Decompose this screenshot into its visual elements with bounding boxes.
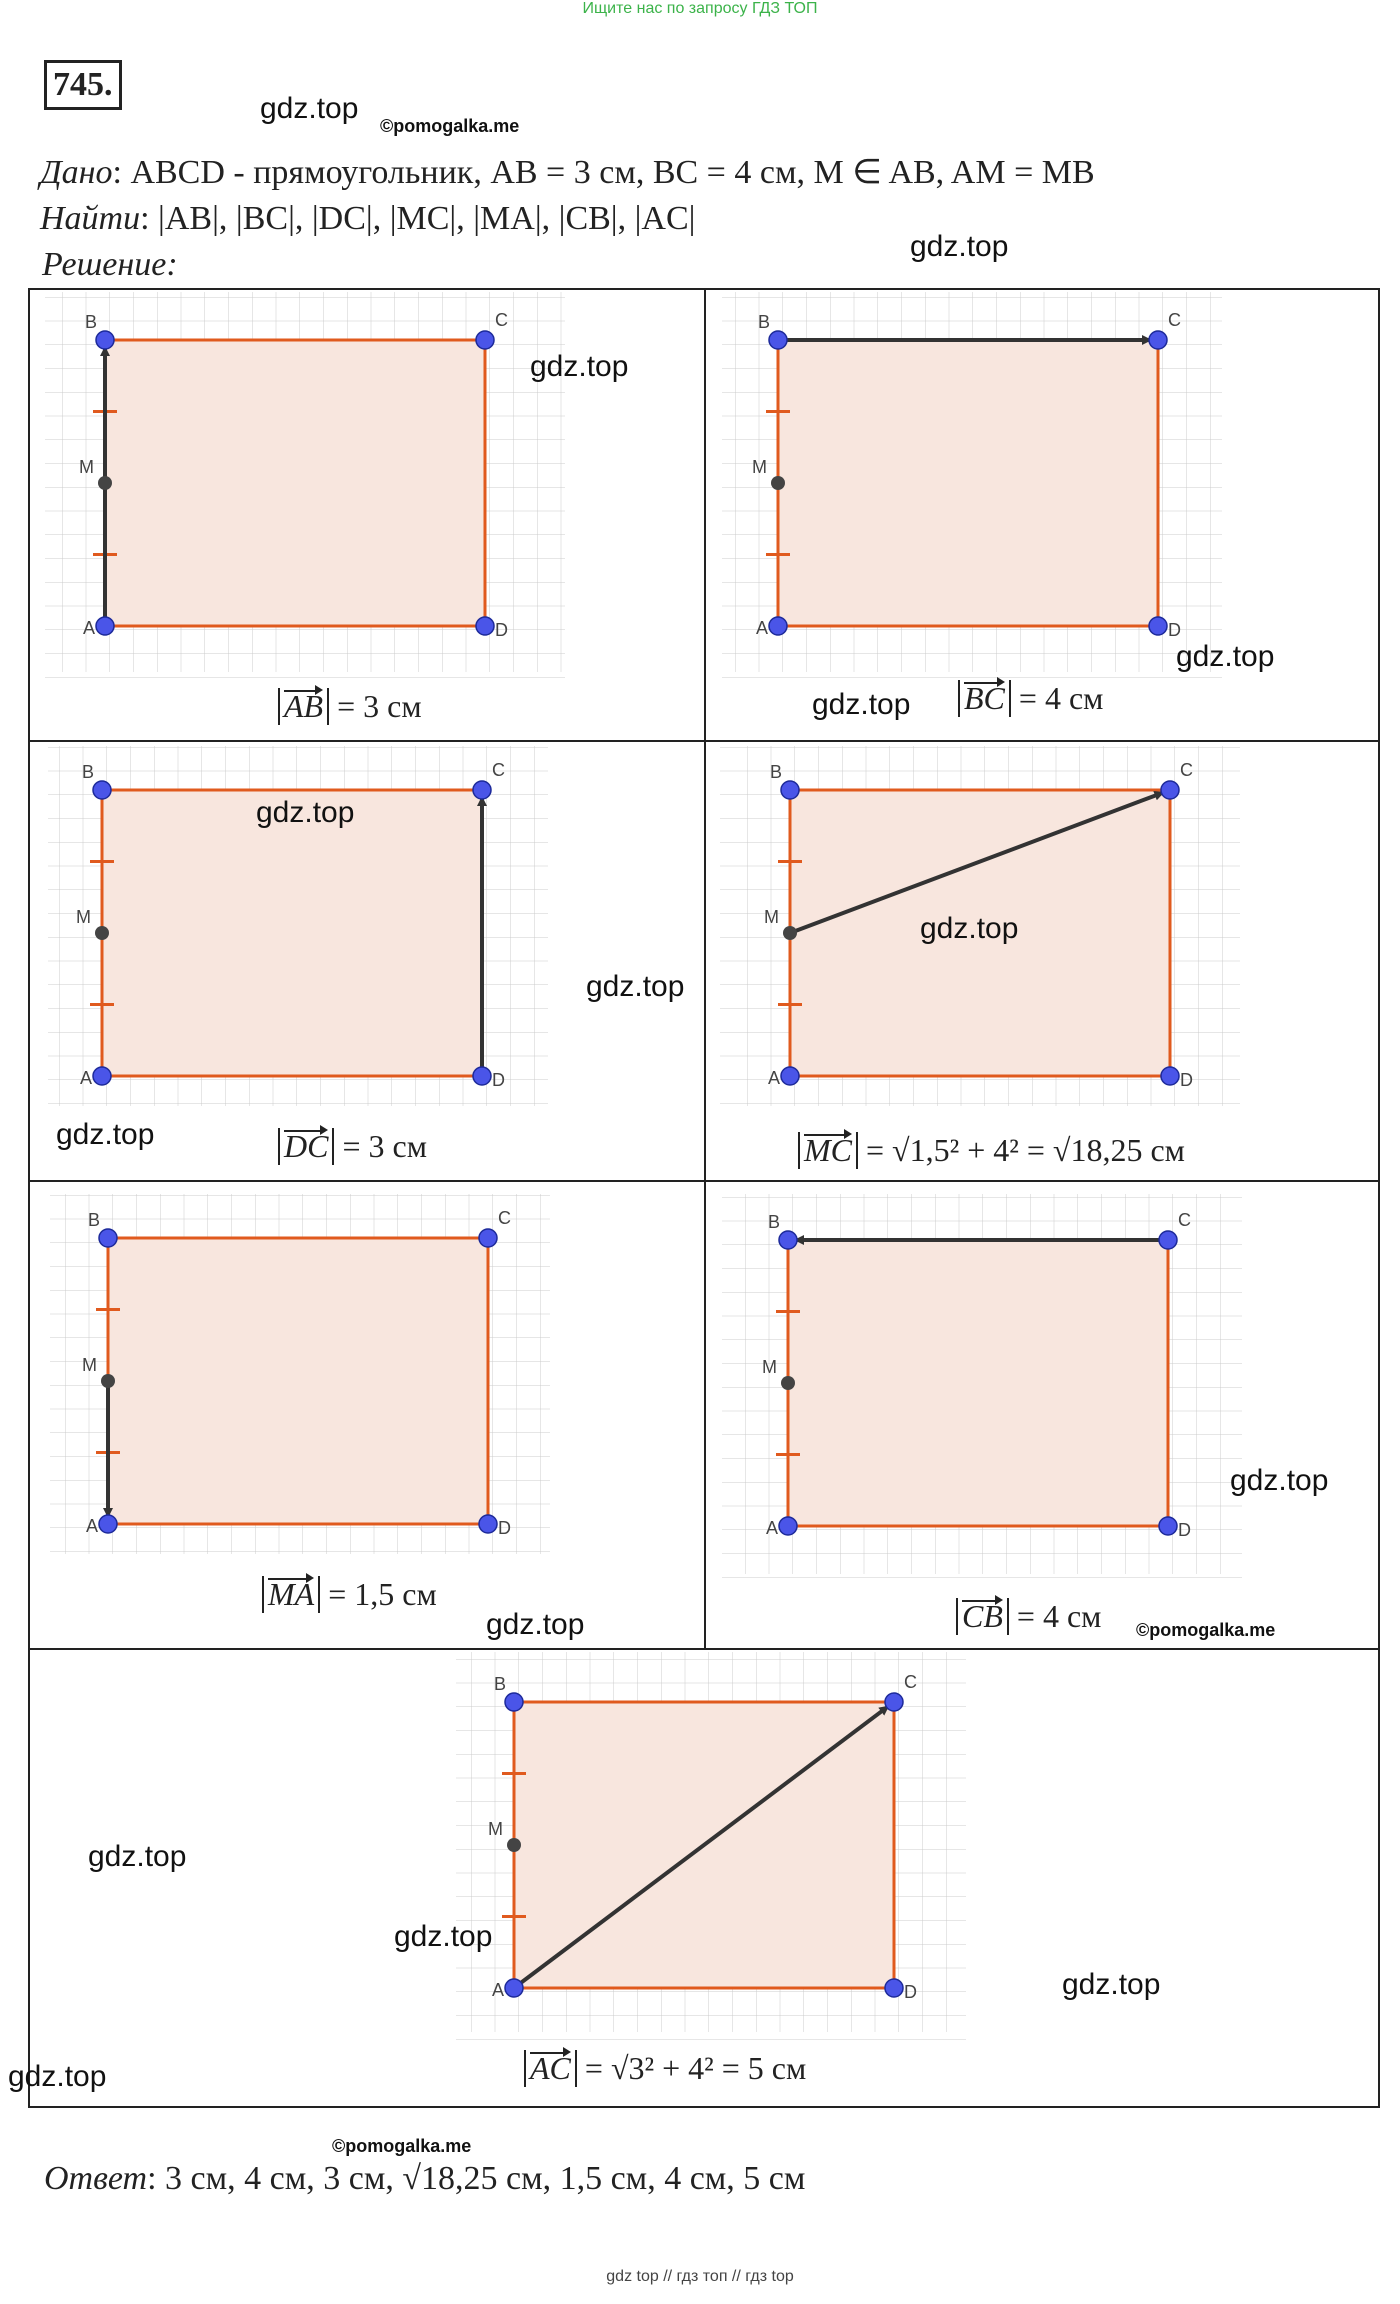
label-b: B bbox=[82, 762, 95, 782]
label-a: A bbox=[83, 618, 96, 638]
label-b: B bbox=[85, 312, 98, 332]
figure-ac bbox=[456, 1652, 966, 2042]
task-number: 745. bbox=[44, 60, 122, 110]
point-m bbox=[101, 1374, 115, 1388]
label-a: A bbox=[756, 618, 769, 638]
point-m bbox=[771, 476, 785, 490]
point-m bbox=[98, 476, 112, 490]
label-b: B bbox=[494, 1674, 507, 1694]
label-a: A bbox=[86, 1516, 99, 1536]
label-c: C bbox=[904, 1672, 917, 1692]
label-b: B bbox=[770, 762, 783, 782]
watermark: gdz.top bbox=[88, 1840, 187, 1873]
watermark: gdz.top bbox=[394, 1920, 493, 1953]
label-c: C bbox=[495, 310, 508, 330]
copyright: ©pomogalka.me bbox=[1136, 1620, 1276, 1640]
rectangle-abcd bbox=[778, 340, 1158, 626]
point-m bbox=[783, 926, 797, 940]
find-line bbox=[40, 200, 695, 238]
label-a: A bbox=[768, 1068, 781, 1088]
point-d bbox=[473, 1067, 491, 1085]
given-text: : ABCD - прямоугольник, AB = 3 см, BC = 4 см, M ∈ AB, AM = MB bbox=[112, 154, 1095, 191]
find-label: Найти bbox=[40, 200, 141, 237]
watermark: gdz.top bbox=[486, 1608, 585, 1641]
caption-ma: MA = 1,5 см bbox=[262, 1576, 437, 1613]
copyright: ©pomogalka.me bbox=[380, 116, 520, 136]
label-a: A bbox=[80, 1068, 93, 1088]
point-a bbox=[781, 1067, 799, 1085]
label-a: A bbox=[492, 1980, 505, 2000]
point-c bbox=[1161, 781, 1179, 799]
rectangle-abcd bbox=[788, 1240, 1168, 1526]
point-c bbox=[479, 1229, 497, 1247]
watermark: gdz.top bbox=[920, 912, 1019, 945]
point-a bbox=[93, 1067, 111, 1085]
point-a bbox=[96, 617, 114, 635]
point-c bbox=[1159, 1231, 1177, 1249]
watermark: gdz.top bbox=[530, 350, 629, 383]
label-c: C bbox=[1178, 1210, 1191, 1230]
point-a bbox=[779, 1517, 797, 1535]
given-label: Дано bbox=[40, 154, 113, 191]
label-d: D bbox=[1168, 620, 1181, 640]
given-line bbox=[40, 152, 1095, 192]
label-b: B bbox=[88, 1210, 101, 1230]
point-d bbox=[1159, 1517, 1177, 1535]
label-d: D bbox=[498, 1518, 511, 1538]
rectangle-abcd bbox=[108, 1238, 488, 1524]
point-b bbox=[779, 1231, 797, 1249]
point-a bbox=[99, 1515, 117, 1533]
watermark: gdz.top bbox=[56, 1118, 155, 1151]
watermark: gdz.top bbox=[256, 796, 355, 829]
label-c: C bbox=[498, 1208, 511, 1228]
watermark: gdz.top bbox=[1062, 1968, 1161, 2001]
label-c: C bbox=[492, 760, 505, 780]
top-banner: Ищите нас по запросу ГДЗ ТОП bbox=[582, 0, 818, 17]
bottom-banner: gdz top // гдз топ // гдз top bbox=[606, 2268, 794, 2285]
label-m: M bbox=[82, 1355, 97, 1375]
solution-label: Решение: bbox=[42, 246, 178, 283]
point-b bbox=[769, 331, 787, 349]
label-c: C bbox=[1168, 310, 1181, 330]
figure-bc bbox=[722, 292, 1222, 682]
label-m: M bbox=[76, 907, 91, 927]
watermark: gdz.top bbox=[1230, 1464, 1329, 1497]
figure-ab bbox=[45, 292, 565, 682]
answer-text: : 3 см, 4 см, 3 см, √18,25 см, 1,5 см, 4 см, 5 см bbox=[147, 2160, 806, 2197]
label-m: M bbox=[762, 1357, 777, 1377]
point-m bbox=[507, 1838, 521, 1852]
label-b: B bbox=[768, 1212, 781, 1232]
watermark: gdz.top bbox=[812, 688, 911, 721]
point-b bbox=[781, 781, 799, 799]
point-b bbox=[505, 1693, 523, 1711]
label-d: D bbox=[1180, 1070, 1193, 1090]
caption-cb: CB = 4 см bbox=[956, 1598, 1101, 1635]
watermark: gdz.top bbox=[1176, 640, 1275, 673]
point-d bbox=[476, 617, 494, 635]
label-m: M bbox=[488, 1819, 503, 1839]
label-d: D bbox=[492, 1070, 505, 1090]
point-c bbox=[885, 1693, 903, 1711]
answer-label: Ответ bbox=[44, 2160, 148, 2197]
point-c bbox=[473, 781, 491, 799]
answer-line bbox=[44, 2160, 805, 2198]
label-m: M bbox=[79, 457, 94, 477]
watermark: gdz.top bbox=[260, 92, 359, 125]
point-m bbox=[781, 1376, 795, 1390]
point-d bbox=[1149, 617, 1167, 635]
caption-mc: MC = √1,5² + 4² = √18,25 см bbox=[798, 1132, 1185, 1169]
label-d: D bbox=[1178, 1520, 1191, 1540]
caption-dc: DC = 3 см bbox=[278, 1128, 427, 1165]
watermark: gdz.top bbox=[8, 2060, 107, 2093]
figure-cb bbox=[722, 1194, 1242, 1584]
caption-ac: AC = √3² + 4² = 5 см bbox=[524, 2050, 806, 2087]
rectangle-abcd bbox=[105, 340, 485, 626]
label-d: D bbox=[904, 1982, 917, 2002]
point-m bbox=[95, 926, 109, 940]
point-a bbox=[769, 617, 787, 635]
point-d bbox=[885, 1979, 903, 1997]
watermark: gdz.top bbox=[586, 970, 685, 1003]
label-m: M bbox=[752, 457, 767, 477]
point-b bbox=[99, 1229, 117, 1247]
label-a: A bbox=[766, 1518, 779, 1538]
point-d bbox=[479, 1515, 497, 1533]
label-b: B bbox=[758, 312, 771, 332]
point-d bbox=[1161, 1067, 1179, 1085]
figure-ma bbox=[50, 1194, 550, 1564]
label-d: D bbox=[495, 620, 508, 640]
caption-bc: BC = 4 см bbox=[958, 680, 1103, 717]
point-b bbox=[96, 331, 114, 349]
find-text: : |AB|, |BC|, |DC|, |MC|, |MA|, |CB|, |AC| bbox=[140, 200, 696, 237]
rectangle-abcd bbox=[102, 790, 482, 1076]
label-m: M bbox=[764, 907, 779, 927]
point-a bbox=[505, 1979, 523, 1997]
label-c: C bbox=[1180, 760, 1193, 780]
copyright: ©pomogalka.me bbox=[332, 2136, 472, 2156]
watermark: gdz.top bbox=[910, 230, 1009, 263]
point-c bbox=[476, 331, 494, 349]
point-b bbox=[93, 781, 111, 799]
caption-ab: AB = 3 см bbox=[278, 688, 422, 725]
point-c bbox=[1149, 331, 1167, 349]
